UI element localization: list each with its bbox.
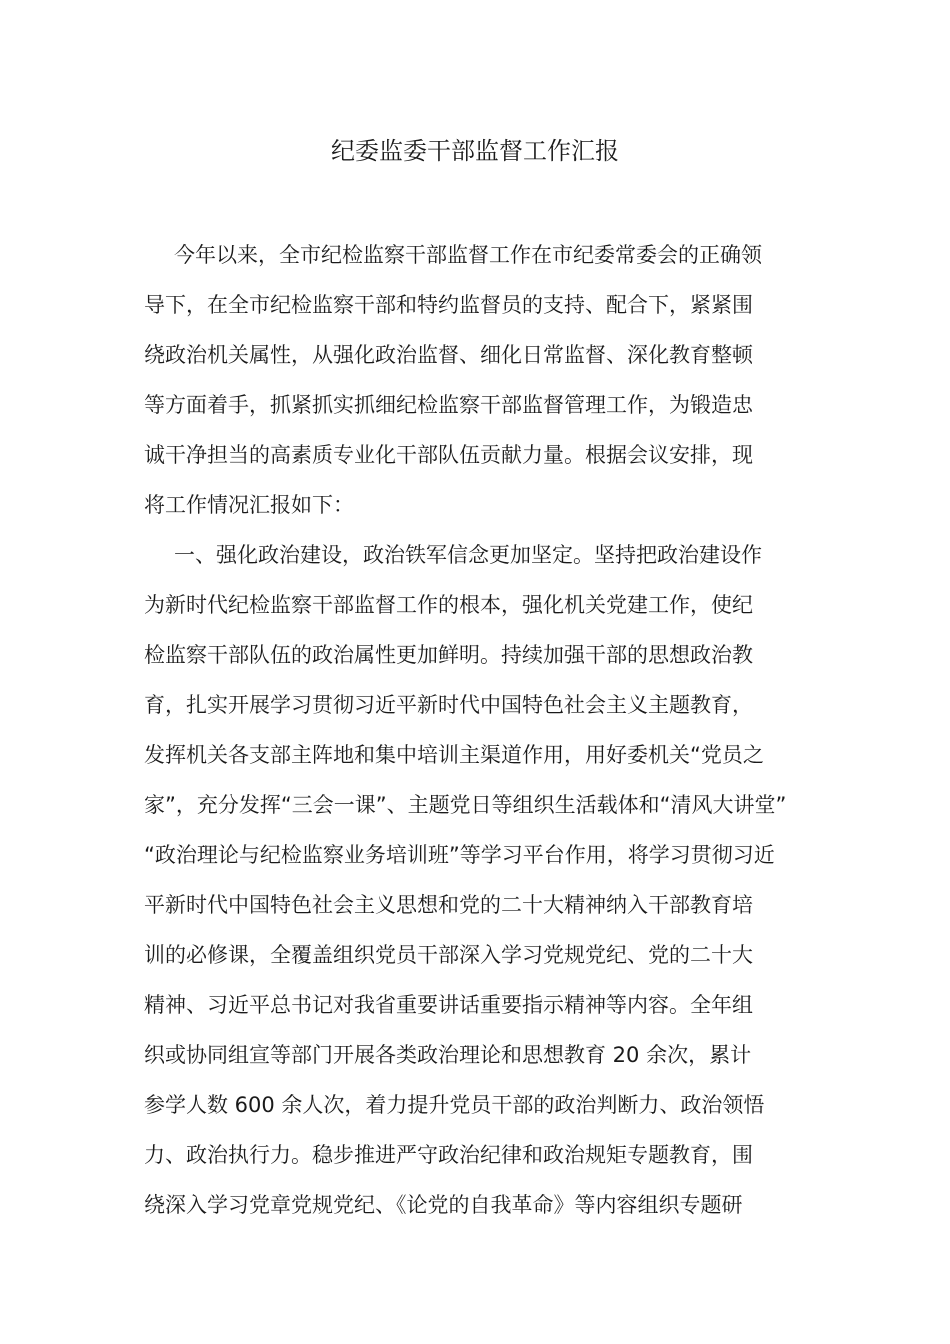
paragraph-line: 等方面着手，抓紧抓实抓细纪检监察干部监督管理工作，为锻造忠 <box>144 393 753 417</box>
paragraph-line: 诚干净担当的高素质专业化干部队伍贡献力量。根据会议安排，现 <box>144 443 753 467</box>
paragraph-line: 将工作情况汇报如下： <box>144 493 354 517</box>
paragraph-line: 平新时代中国特色社会主义思想和党的二十大精神纳入干部教育培 <box>144 893 753 917</box>
document-title: 纪委监委干部监督工作汇报 <box>331 137 619 165</box>
paragraph-line: 育，扎实开展学习贯彻习近平新时代中国特色社会主义主题教育， <box>144 693 753 717</box>
paragraph-line: 绕政治机关属性，从强化政治监督、细化日常监督、深化教育整顿 <box>144 343 753 367</box>
paragraph-line: 精神、习近平总书记对我省重要讲话重要指示精神等内容。全年组 <box>144 993 753 1017</box>
paragraph-line: 织或协同组宣等部门开展各类政治理论和思想教育 20 余次，累计 <box>144 1043 752 1067</box>
paragraph-line: 发挥机关各支部主阵地和集中培训主渠道作用，用好委机关“党员之 <box>144 743 764 767</box>
paragraph-line: 家”，充分发挥“三会一课”、主题党日等组织生活载体和“清风大讲堂” <box>144 793 787 817</box>
document-body <box>144 230 806 1230</box>
paragraph-line: 绕深入学习党章党规党纪、《论党的自我革命》等内容组织专题研 <box>144 1193 743 1217</box>
paragraph-line: 力、政治执行力。稳步推进严守政治纪律和政治规矩专题教育，围 <box>144 1143 753 1167</box>
paragraph-line: “政治理论与纪检监察业务培训班”等学习平台作用，将学习贯彻习近 <box>144 843 775 867</box>
paragraph-line: 训的必修课，全覆盖组织党员干部深入学习党规党纪、党的二十大 <box>144 943 753 967</box>
paragraph-line: 导下，在全市纪检监察干部和特约监督员的支持、配合下，紧紧围 <box>144 293 753 317</box>
paragraph-line: 参学人数 600 余人次，着力提升党员干部的政治判断力、政治领悟 <box>144 1093 765 1117</box>
paragraph-line: 一、强化政治建设，政治铁军信念更加坚定。坚持把政治建设作 <box>174 543 762 567</box>
paragraph-line: 为新时代纪检监察干部监督工作的根本，强化机关党建工作，使纪 <box>144 593 753 617</box>
paragraph-line: 今年以来，全市纪检监察干部监督工作在市纪委常委会的正确领 <box>174 243 762 267</box>
paragraph-line: 检监察干部队伍的政治属性更加鲜明。持续加强干部的思想政治教 <box>144 643 753 667</box>
